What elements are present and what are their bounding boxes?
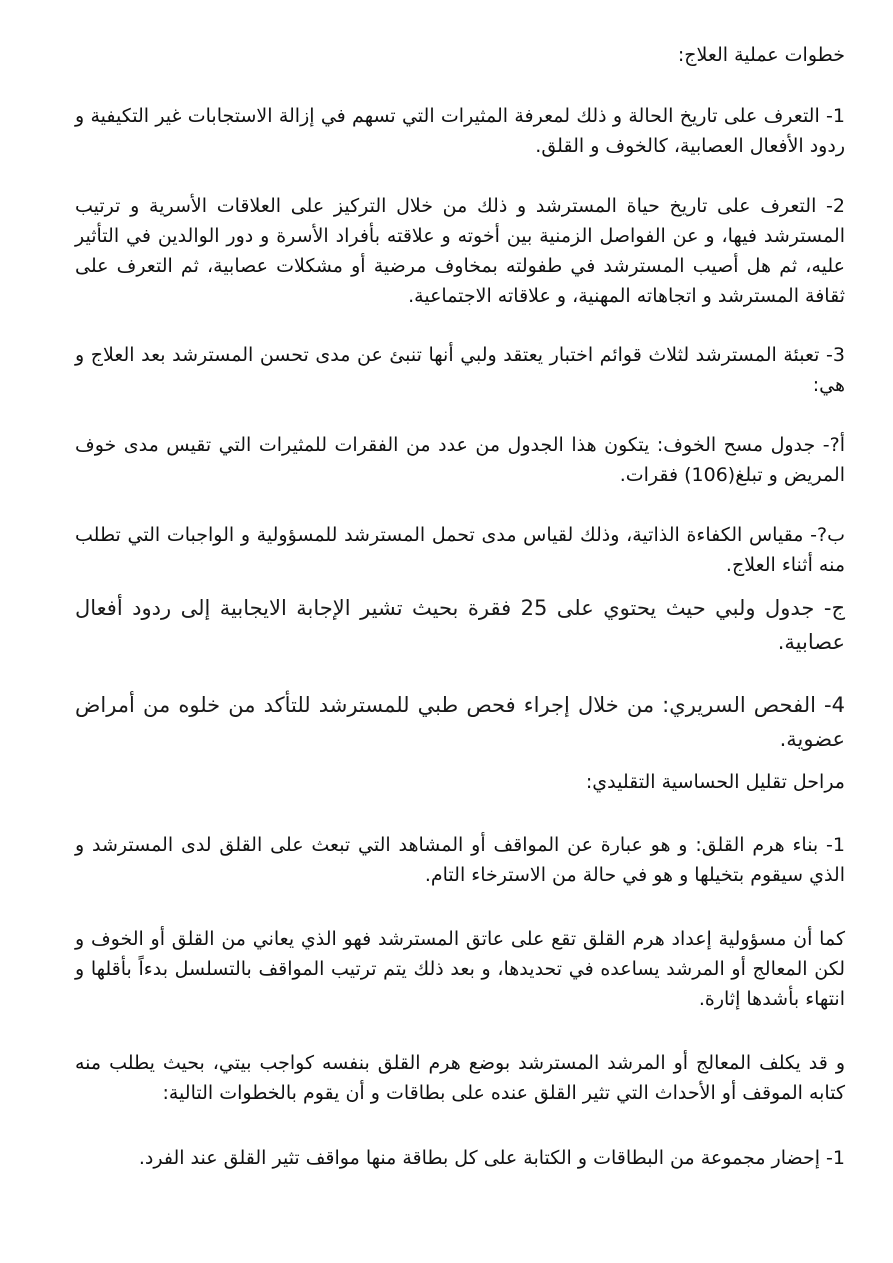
paragraph-homework: و قد يكلف المعالج أو المرشد المسترشد بوضع هرم القلق بنفسه كواجب بيتي، بحيث يطلب منه كتابه الموقف أو الأحداث التي تثير القلق عنده على بطاقات و أن يقوم بالخطوات التالية:: [75, 1052, 845, 1104]
paragraph-step-2: 2- التعرف على تاريخ حياة المسترشد و ذلك من خلال التركيز على العلاقات الأسرية و ترتيب المسترشد فيها، و عن الفواصل الزمنية بين أخوته و علاقته بأفراد الأسرة و دور الوالدين في التأثير عليه، ثم هل أصيب المسترشد في طفولته بمخاوف مرضية أو مشكلات عصابية، ثم التعرف على ثقافة المسترشد و اتجاهاته المهنية، و علاقاته الاجتماعية.: [75, 195, 845, 307]
paragraph-step-4: 4- الفحص السريري: من خلال إجراء فحص طبي للمسترشد للتأكد من خلوه من أمراض عضوية.: [75, 693, 845, 751]
paragraph-step-3c: ج- جدول ولبي حيث يحتوي على 25 فقرة بحيث تشير الإجابة الايجابية إلى ردود أفعال عصابية.: [75, 596, 845, 654]
paragraph-step-3b: ب?- مقياس الكفاءة الذاتية، وذلك لقياس مدى تحمل المسترشد للمسؤولية و الواجبات التي تطلب منه أثناء العلاج.: [75, 524, 845, 576]
paragraph-card-step-1: 1- إحضار مجموعة من البطاقات و الكتابة على كل بطاقة منها مواقف تثير القلق عند الفرد.: [138, 1147, 845, 1169]
paragraph-stage-1: 1- بناء هرم القلق: و هو عبارة عن المواقف أو المشاهد التي تبعث على القلق لدى المسترشد و الذي سيقوم بتخيلها و هو في حالة من الاسترخاء التام.: [75, 834, 845, 886]
section-heading-treatment-steps: خطوات عملية العلاج:: [677, 44, 845, 66]
paragraph-step-3a: أ?- جدول مسح الخوف: يتكون هذا الجدول من عدد من الفقرات للمثيرات التي تقيس مدى خوف المريض و تبلغ(106) فقرات.: [75, 434, 845, 486]
section-heading-stages: مراحل تقليل الحساسية التقليدي:: [585, 771, 845, 793]
paragraph-responsibility: كما أن مسؤولية إعداد هرم القلق تقع على عاتق المسترشد فهو الذي يعاني من القلق أو الخوف و لكن المعالج أو المرشد يساعده في تحديدها، و بعد ذلك يتم ترتيب المواقف بالتسلسل بدءاً بأقلها و انتهاء بأشدها إثارة.: [75, 928, 845, 1010]
paragraph-step-1: 1- التعرف على تاريخ الحالة و ذلك لمعرفة المثيرات التي تسهم في إزالة الاستجابات غير التكيفية و ردود الأفعال العصابية، كالخوف و القلق.: [75, 105, 845, 157]
paragraph-step-3: 3- تعبئة المسترشد لثلاث قوائم اختبار يعتقد ولبي أنها تنبئ عن مدى تحسن المسترشد بعد العلاج و هي:: [75, 344, 845, 396]
